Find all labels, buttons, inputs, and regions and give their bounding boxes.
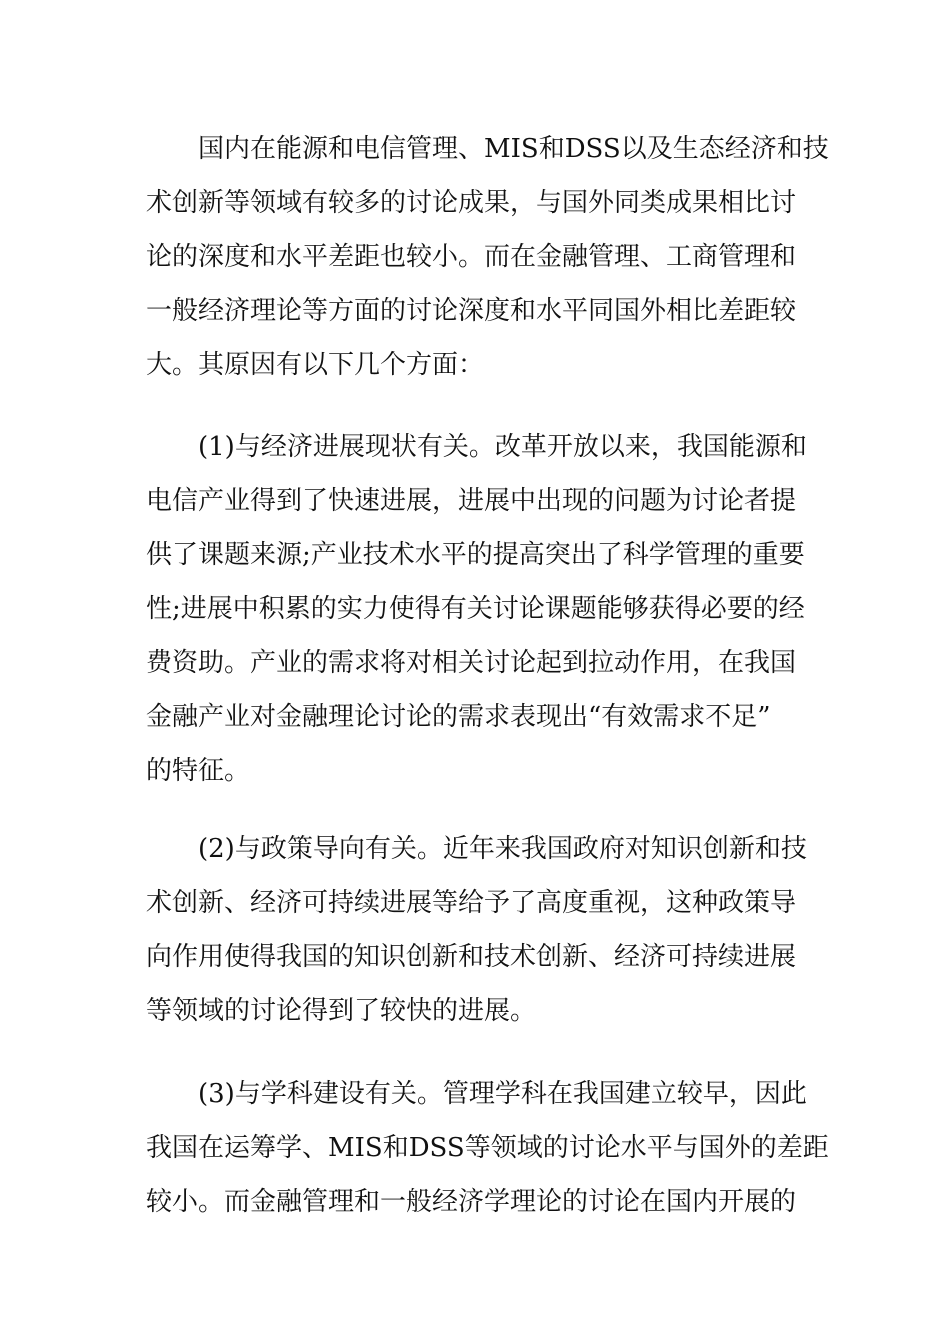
paragraph-line: 一般经济理论等方面的讨论深度和水平同国外相比差距较	[146, 296, 797, 326]
paragraph-line: 国内在能源和电信管理、MIS和DSS以及生态经济和技	[198, 134, 829, 164]
paragraph-line: 大。其原因有以下几个方面：	[146, 350, 485, 380]
paragraph-3	[146, 822, 826, 1038]
paragraph-line: 金融产业对金融理论讨论的需求表现出“有效需求不足”	[146, 702, 771, 732]
paragraph-line: 较小。而金融管理和一般经济学理论的讨论在国内开展的	[146, 1187, 797, 1217]
paragraph-line: (1)与经济进展现状有关。改革开放以来，我国能源和	[198, 432, 807, 462]
paragraph-line: 性;进展中积累的实力使得有关讨论课题能够获得必要的经	[146, 594, 805, 624]
paragraph-line: (3)与学科建设有关。管理学科在我国建立较早，因此	[198, 1079, 807, 1109]
paragraph-line: 论的深度和水平差距也较小。而在金融管理、工商管理和	[146, 242, 797, 272]
paragraph-line: 术创新、经济可持续进展等给予了高度重视，这种政策导	[146, 888, 797, 918]
paragraph-line: 我国在运筹学、MIS和DSS等领域的讨论水平与国外的差距	[146, 1133, 829, 1163]
paragraph-1	[146, 122, 829, 392]
paragraph-line: 等领域的讨论得到了较快的进展。	[146, 996, 537, 1026]
paragraph-2	[146, 420, 826, 798]
paragraph-line: 电信产业得到了快速进展，进展中出现的问题为讨论者提	[146, 486, 797, 516]
paragraph-line: 供了课题来源;产业技术水平的提高突出了科学管理的重要	[146, 540, 805, 570]
paragraph-line: 术创新等领域有较多的讨论成果，与国外同类成果相比讨	[146, 188, 797, 218]
paragraph-4	[146, 1067, 829, 1229]
paragraph-line: 向作用使得我国的知识创新和技术创新、经济可持续进展	[146, 942, 797, 972]
paragraph-line: 费资助。产业的需求将对相关讨论起到拉动作用，在我国	[146, 648, 797, 678]
paragraph-line: (2)与政策导向有关。近年来我国政府对知识创新和技	[198, 834, 807, 864]
paragraph-line: 的特征。	[146, 756, 251, 786]
